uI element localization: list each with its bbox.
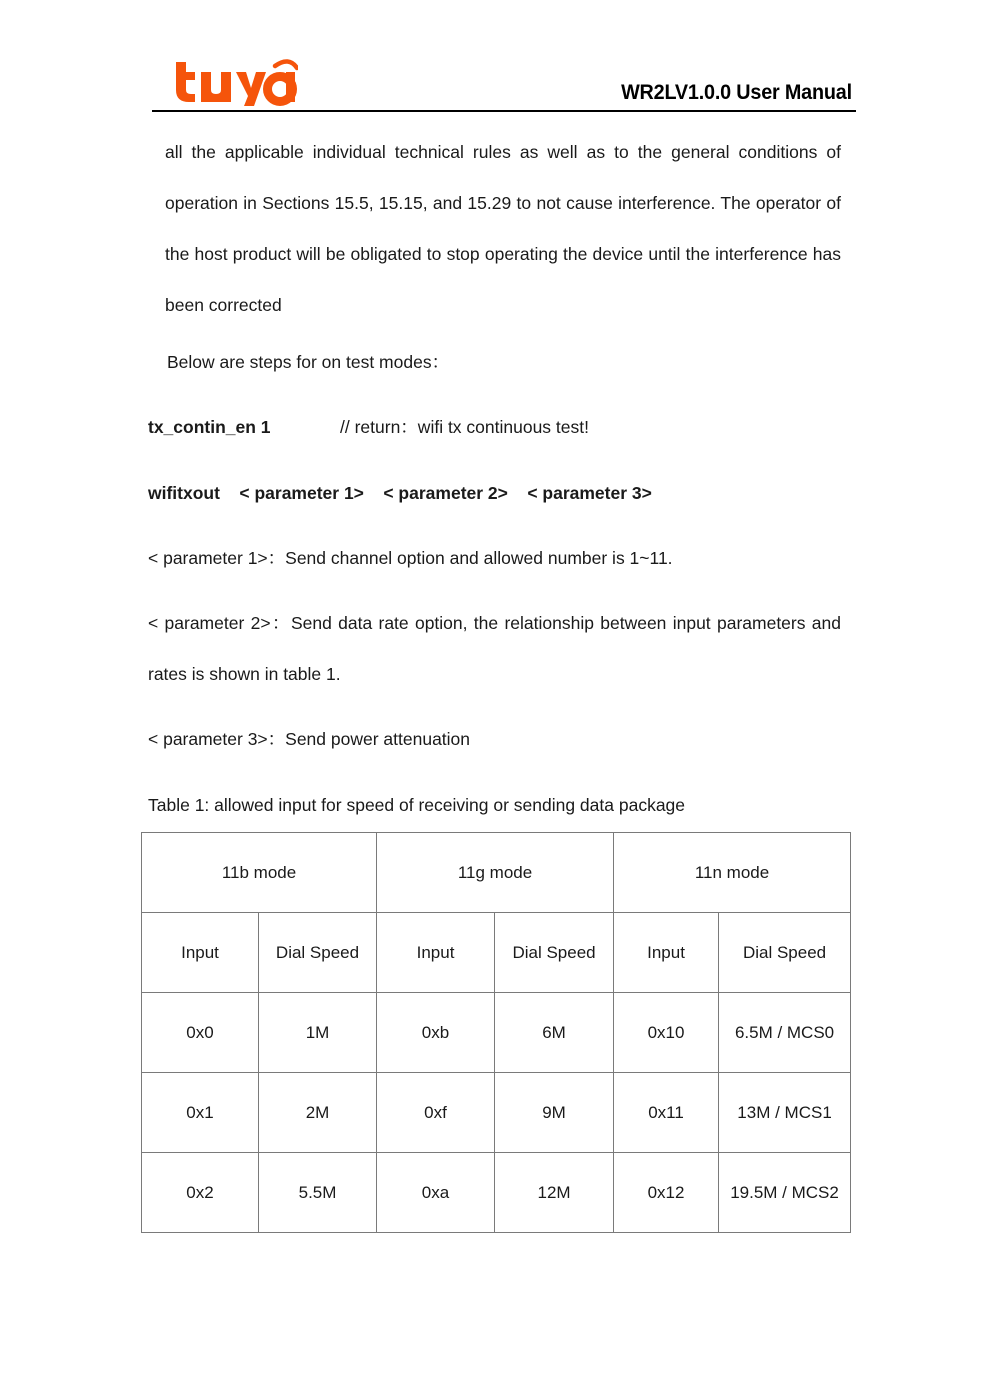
table-row <box>142 1073 851 1153</box>
param-1-description: < parameter 1>：Send channel option and allowed number is 1~11. <box>148 548 673 568</box>
table-cell: 13M / MCS1 <box>719 1073 851 1153</box>
table-cell: 6M <box>495 993 614 1073</box>
table-cell: 2M <box>259 1073 377 1153</box>
table-cell: 0xf <box>377 1073 495 1153</box>
table-cell: 0xb <box>377 993 495 1073</box>
table-group-header-11n: 11n mode <box>614 833 851 913</box>
table-cell: 1M <box>259 993 377 1073</box>
table-sub-header-cell: Input <box>377 913 495 993</box>
table-sub-header-cell: Input <box>142 913 259 993</box>
table-cell: 0x0 <box>142 993 259 1073</box>
table-cell: 0x2 <box>142 1153 259 1233</box>
table-sub-header-cell: Input <box>614 913 719 993</box>
table-caption: Table 1: allowed input for speed of receiving or sending data package <box>148 795 686 815</box>
table-cell: 0x12 <box>614 1153 719 1233</box>
table-cell: 9M <box>495 1073 614 1153</box>
table-sub-header-cell: Dial Speed <box>719 913 851 993</box>
table-row <box>142 993 851 1073</box>
table-cell: 0x1 <box>142 1073 259 1153</box>
tuya-logo <box>168 56 298 106</box>
param-2-description: < parameter 2>：Send data rate option, the relationship between input parameters and rates is shown in table 1. <box>148 613 841 684</box>
rate-table <box>141 832 851 1233</box>
table-cell: 6.5M / MCS0 <box>719 993 851 1073</box>
command-tx-contin-en-comment: // return：wifi tx continuous test! <box>340 417 589 437</box>
manual-title: WR2LV1.0.0 User Manual <box>621 80 852 104</box>
tuya-logo-icon <box>168 56 298 106</box>
param-3-description: < parameter 3>：Send power attenuation <box>148 729 471 749</box>
table-cell: 19.5M / MCS2 <box>719 1153 851 1233</box>
table-group-header-11b: 11b mode <box>142 833 377 913</box>
table-cell: 12M <box>495 1153 614 1233</box>
table-sub-header-cell: Dial Speed <box>259 913 377 993</box>
table-cell: 0xa <box>377 1153 495 1233</box>
paragraph-fcc-conditions: all the applicable individual technical rules as well as to the general conditions of operation in Sections 15.5, 15.15, and 15.29 to not cause interference. The operator of the host product will be obligated to stop operating the device until the interference has been corrected <box>165 142 841 315</box>
table-sub-header-cell: Dial Speed <box>495 913 614 993</box>
table-sub-header-row <box>142 913 851 993</box>
table-cell: 5.5M <box>259 1153 377 1233</box>
table-cell: 0x11 <box>614 1073 719 1153</box>
table-group-header-row <box>142 833 851 913</box>
command-tx-contin-en: tx_contin_en 1 <box>148 417 271 437</box>
table-cell: 0x10 <box>614 993 719 1073</box>
intro-test-modes: Below are steps for on test modes： <box>167 352 450 372</box>
table-row <box>142 1153 851 1233</box>
header-divider <box>152 110 856 112</box>
table-group-header-11g: 11g mode <box>377 833 614 913</box>
page-header <box>0 0 990 112</box>
command-wifitxout: wifitxout < parameter 1> < parameter 2> < parameter 3> <box>148 483 652 503</box>
